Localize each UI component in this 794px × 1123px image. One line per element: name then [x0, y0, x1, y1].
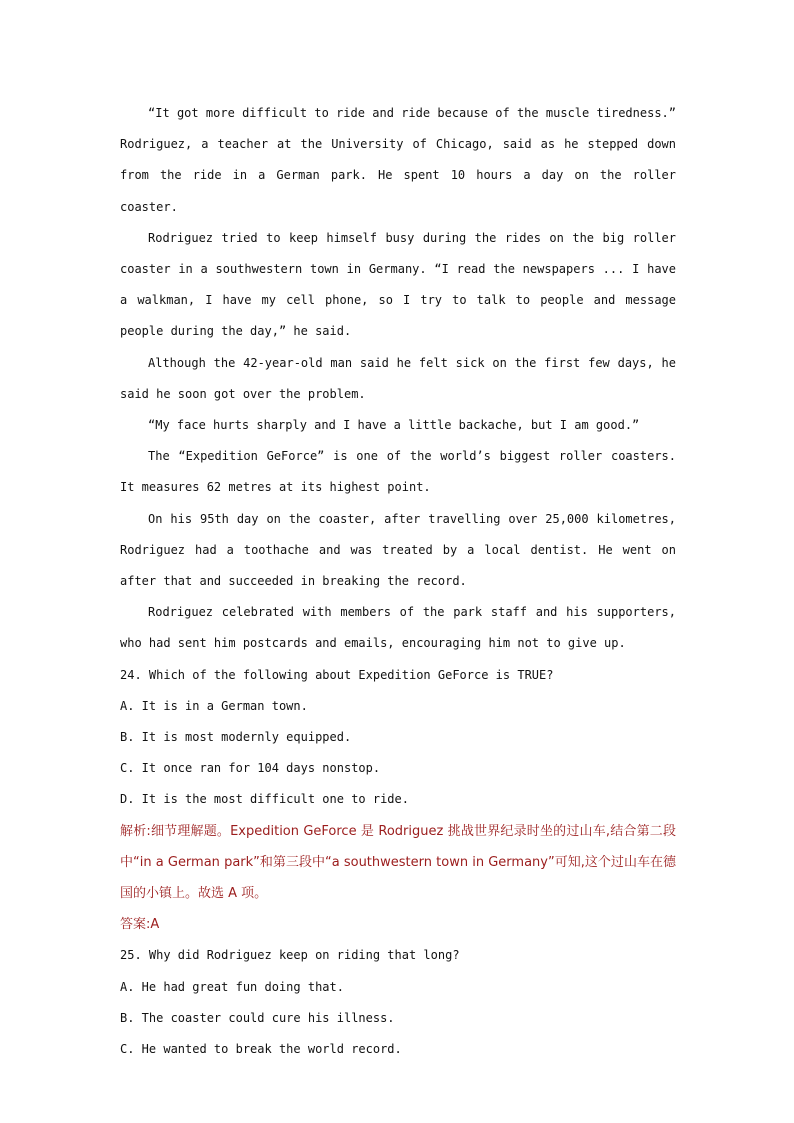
question-24-option-a: A. It is in a German town.	[120, 698, 308, 713]
passage-paragraph-6: On his 95th day on the coaster, after travelling over 25,000 kilometres, Rodriguez had a toothache and was treated by a local dentist. He went on after that and succeeded in breaking the record.	[120, 511, 676, 589]
passage-paragraph-5: The “Expedition GeForce” is one of the world’s biggest roller coasters. It measures 62 metres at its highest point.	[120, 449, 676, 495]
question-24-option-b: B. It is most modernly equipped.	[120, 730, 352, 745]
document-page	[120, 98, 676, 1065]
question-25: 25. Why did Rodriguez keep on riding that long?	[120, 948, 460, 963]
passage-paragraph-1: “It got more difficult to ride and ride because of the muscle tiredness.” Rodriguez, a teacher at the University of Chicago, said as he stepped down from the ride in a German park. He spent 10 hours a day on the roller coaster.	[120, 106, 676, 214]
question-25-option-b: B. The coaster could cure his illness.	[120, 1010, 395, 1025]
question-24-answer: 答案:A	[120, 917, 160, 933]
question-25-option-c: C. He wanted to break the world record.	[120, 1042, 402, 1057]
question-25-option-a: A. He had great fun doing that.	[120, 979, 344, 994]
passage-paragraph-4: “My face hurts sharply and I have a little backache, but I am good.”	[148, 418, 640, 433]
passage-paragraph-3: Although the 42-year-old man said he felt sick on the first few days, he said he soon got over the problem.	[120, 355, 676, 401]
question-24-analysis: 解析:细节理解题。Expedition GeForce 是 Rodriguez 挑战世界纪录时坐的过山车,结合第二段中“in a German park”和第三段中“a southwestern town in Germany”可知,这个过山车在德国的小镇上。故选 A 项。	[120, 823, 676, 902]
passage-paragraph-7: Rodriguez celebrated with members of the park staff and his supporters, who had sent him postcards and emails, encouraging him not to give up.	[120, 605, 676, 651]
passage-paragraph-2: Rodriguez tried to keep himself busy during the rides on the big roller coaster in a southwestern town in Germany. “I read the newspapers ... I have a walkman, I have my cell phone, so I try to talk to people and message people during the day,” he said.	[120, 230, 676, 339]
question-24-option-d: D. It is the most difficult one to ride.	[120, 792, 409, 807]
question-24-option-c: C. It once ran for 104 days nonstop.	[120, 761, 381, 776]
question-24: 24. Which of the following about Expedition GeForce is TRUE?	[120, 667, 554, 682]
